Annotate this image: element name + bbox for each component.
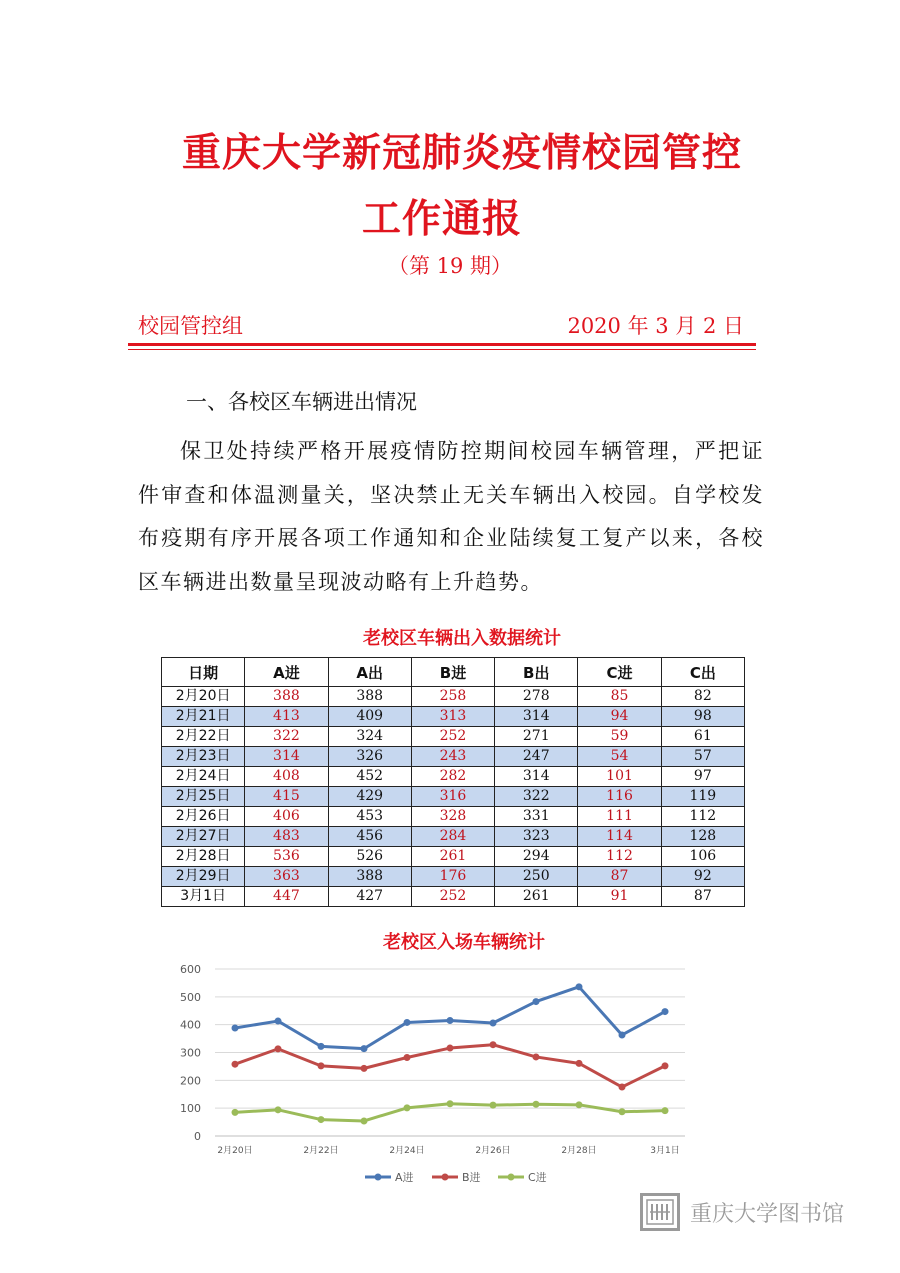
table-cell: 314: [495, 707, 578, 727]
table-cell: 114: [578, 827, 661, 847]
legend-label: A进: [395, 1171, 414, 1184]
column-header: B进: [411, 658, 494, 687]
data-point: [576, 983, 583, 990]
table-cell: 452: [328, 767, 411, 787]
table-cell: 94: [578, 707, 661, 727]
report-title-line2: 工作通报: [361, 196, 522, 242]
table-cell: 284: [411, 827, 494, 847]
table-cell: 54: [578, 747, 661, 767]
data-point: [490, 1102, 497, 1109]
data-point: [404, 1019, 411, 1026]
report-title-line1: 重庆大学新冠肺炎疫情校园管控: [181, 130, 742, 176]
table-cell: 314: [245, 747, 328, 767]
table-cell: 2月28日: [162, 847, 245, 867]
table-cell: 2月24日: [162, 767, 245, 787]
table-cell: 427: [328, 887, 411, 907]
table-cell: 91: [578, 887, 661, 907]
column-header: A出: [328, 658, 411, 687]
table-row: [162, 807, 745, 827]
library-seal-icon: [640, 1193, 680, 1231]
table-cell: 3月1日: [162, 887, 245, 907]
data-point: [447, 1100, 454, 1107]
issuing-group: 校园管控组: [138, 314, 243, 338]
table-cell: 324: [328, 727, 411, 747]
y-tick-label: 0: [194, 1130, 201, 1143]
table-cell: 363: [245, 867, 328, 887]
table-cell: 331: [495, 807, 578, 827]
table-row: [162, 687, 745, 707]
data-point: [361, 1045, 368, 1052]
data-point: [404, 1054, 411, 1061]
table-row: [162, 707, 745, 727]
table-row: [162, 867, 745, 887]
table-cell: 261: [411, 847, 494, 867]
legend-marker: [375, 1174, 382, 1181]
column-header: C出: [661, 658, 744, 687]
issue-date: 2020 年 3 月 2 日: [567, 314, 744, 338]
table-cell: 453: [328, 807, 411, 827]
table-body: [162, 687, 745, 907]
legend-label: C进: [528, 1171, 547, 1184]
table-cell: 2月22日: [162, 727, 245, 747]
table-cell: 316: [411, 787, 494, 807]
table-cell: 2月20日: [162, 687, 245, 707]
table-cell: 101: [578, 767, 661, 787]
table-cell: 406: [245, 807, 328, 827]
table-cell: 261: [495, 887, 578, 907]
table-cell: 2月25日: [162, 787, 245, 807]
table-cell: 252: [411, 727, 494, 747]
data-point: [619, 1108, 626, 1115]
table-row: [162, 767, 745, 787]
table-cell: 92: [661, 867, 744, 887]
data-point: [576, 1101, 583, 1108]
y-tick-label: 500: [180, 990, 201, 1004]
data-point: [662, 1008, 669, 1015]
table-row: [162, 747, 745, 767]
table-cell: 176: [411, 867, 494, 887]
data-point: [404, 1104, 411, 1111]
y-tick-label: 600: [180, 963, 201, 976]
data-point: [318, 1062, 325, 1069]
table-cell: 388: [328, 867, 411, 887]
y-tick-label: 100: [180, 1102, 201, 1116]
header-rule-thick: [128, 343, 756, 346]
issue-number: （第 19 期）: [387, 254, 513, 278]
data-point: [232, 1061, 239, 1068]
table-header-row: [162, 658, 745, 687]
table-cell: 85: [578, 687, 661, 707]
table-cell: 326: [328, 747, 411, 767]
table-cell: 119: [661, 787, 744, 807]
data-point: [232, 1109, 239, 1116]
table-cell: 112: [661, 807, 744, 827]
x-tick-label: 3月1日: [650, 1146, 680, 1156]
data-point: [619, 1031, 626, 1038]
table-row: [162, 847, 745, 867]
table-cell: 106: [661, 847, 744, 867]
table-cell: 87: [578, 867, 661, 887]
table-cell: 294: [495, 847, 578, 867]
table-cell: 61: [661, 727, 744, 747]
data-point: [533, 998, 540, 1005]
table-cell: 526: [328, 847, 411, 867]
table-cell: 328: [411, 807, 494, 827]
data-point: [361, 1065, 368, 1072]
table-cell: 323: [495, 827, 578, 847]
table-cell: 282: [411, 767, 494, 787]
data-point: [447, 1045, 454, 1052]
table-cell: 128: [661, 827, 744, 847]
table-cell: 87: [661, 887, 744, 907]
table-cell: 258: [411, 687, 494, 707]
table-cell: 536: [245, 847, 328, 867]
column-header: 日期: [162, 658, 245, 687]
table-cell: 82: [661, 687, 744, 707]
table-cell: 98: [661, 707, 744, 727]
table-cell: 322: [495, 787, 578, 807]
y-tick-label: 200: [180, 1074, 201, 1088]
table-cell: 2月26日: [162, 807, 245, 827]
data-point: [490, 1041, 497, 1048]
entry-line-chart: [160, 955, 730, 1195]
table-row: [162, 887, 745, 907]
x-tick-label: 2月24日: [389, 1146, 425, 1156]
table-cell: 111: [578, 807, 661, 827]
table-cell: 2月29日: [162, 867, 245, 887]
column-header: C进: [578, 658, 661, 687]
table-row: [162, 827, 745, 847]
chart-title: 老校区入场车辆统计: [383, 932, 545, 953]
table-cell: 250: [495, 867, 578, 887]
data-point: [275, 1045, 282, 1052]
y-tick-label: 300: [180, 1046, 201, 1060]
data-point: [275, 1106, 282, 1113]
data-point: [662, 1062, 669, 1069]
x-tick-label: 2月22日: [303, 1146, 339, 1156]
column-header: B出: [495, 658, 578, 687]
table-cell: 313: [411, 707, 494, 727]
table-row: [162, 787, 745, 807]
table-cell: 243: [411, 747, 494, 767]
data-point: [318, 1116, 325, 1123]
data-point: [533, 1053, 540, 1060]
data-point: [318, 1043, 325, 1050]
table-row: [162, 727, 745, 747]
header-rule-thin: [128, 349, 756, 350]
table-cell: 97: [661, 767, 744, 787]
table-cell: 116: [578, 787, 661, 807]
legend-marker: [442, 1174, 449, 1181]
table-cell: 415: [245, 787, 328, 807]
x-tick-label: 2月26日: [475, 1146, 511, 1156]
table-cell: 456: [328, 827, 411, 847]
library-name: 重庆大学图书馆: [690, 1201, 845, 1227]
table-cell: 2月21日: [162, 707, 245, 727]
data-point: [232, 1025, 239, 1032]
section-paragraph: 保卫处持续严格开展疫情防控期间校园车辆管理，严把证件审查和体温测量关，坚决禁止无关车辆出入校园。自学校发布疫期有序开展各项工作通知和企业陆续复工复产以来，各校区车辆进出数量呈现波动略有上升趋势。: [138, 439, 764, 594]
data-point: [447, 1017, 454, 1024]
data-point: [619, 1084, 626, 1091]
table-cell: 2月27日: [162, 827, 245, 847]
data-point: [533, 1101, 540, 1108]
data-point: [662, 1107, 669, 1114]
table-cell: 322: [245, 727, 328, 747]
table-cell: 413: [245, 707, 328, 727]
table-cell: 388: [328, 687, 411, 707]
table-title: 老校区车辆出入数据统计: [363, 628, 561, 649]
table-cell: 57: [661, 747, 744, 767]
table-cell: 271: [495, 727, 578, 747]
data-point: [576, 1060, 583, 1067]
table-cell: 408: [245, 767, 328, 787]
x-tick-label: 2月20日: [217, 1146, 253, 1156]
table-cell: 2月23日: [162, 747, 245, 767]
x-tick-label: 2月28日: [561, 1146, 597, 1156]
table-cell: 252: [411, 887, 494, 907]
table-cell: 409: [328, 707, 411, 727]
y-tick-label: 400: [180, 1018, 201, 1032]
table-cell: 447: [245, 887, 328, 907]
table-cell: 112: [578, 847, 661, 867]
table-cell: 59: [578, 727, 661, 747]
table-cell: 278: [495, 687, 578, 707]
data-point: [490, 1019, 497, 1026]
vehicle-data-table: [161, 657, 745, 907]
data-point: [275, 1018, 282, 1025]
library-logo: [640, 1193, 844, 1231]
table-cell: 388: [245, 687, 328, 707]
table-cell: 483: [245, 827, 328, 847]
legend-marker: [508, 1174, 515, 1181]
table-cell: 247: [495, 747, 578, 767]
section-heading: 一、各校区车辆进出情况: [186, 390, 417, 414]
data-point: [361, 1117, 368, 1124]
column-header: A进: [245, 658, 328, 687]
table-cell: 429: [328, 787, 411, 807]
table-cell: 314: [495, 767, 578, 787]
legend-label: B进: [462, 1171, 481, 1184]
